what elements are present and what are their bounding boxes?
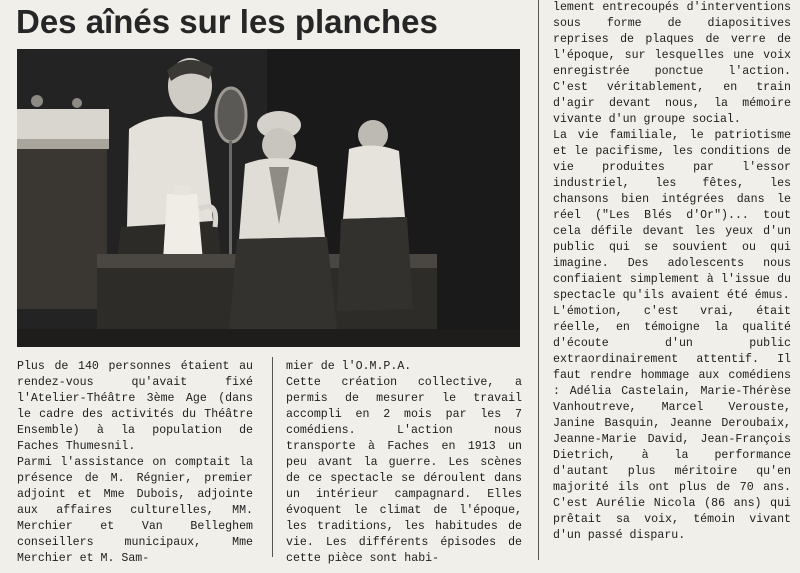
- article-column-1: [17, 359, 253, 567]
- paragraph: L'émotion, c'est vrai, était réelle, en témoigne la qualité d'écoute d'un public extraordinairement attentif. Il faut rendre hommage aux comédiens : Adélia Castelain, Marie-Thérèse Vanhoutreve, Marcel Verouste, Janine Basquin, Jeanne Deroubaix, Jeanne-Marie David, Jean-François Dietrich, à la performance d'autant plus méritoire qu'en majorité ils ont plus de 70 ans. C'est Aurélie Nicola (86 ans) qui prêtait sa voix, témoin vivant d'un passé disparu.: [553, 305, 791, 542]
- article-column-3: [553, 0, 791, 544]
- paragraph: mier de l'O.M.P.A.: [286, 360, 412, 373]
- column-divider: [272, 357, 273, 557]
- paragraph: Parmi l'assistance on comptait la présence de M. Régnier, premier adjoint et Mme Dubois, adjointe aux affaires culturelles, MM. Merchier et Van Belleghem conseillers municipaux, Mme Merchier et M. Sam-: [17, 456, 253, 565]
- column-divider: [538, 0, 539, 560]
- paragraph: Cette création collective, a permis de mesurer le travail accompli en 2 mois par les 7 comédiens. L'action nous transporte à Faches en 1913 un peu avant la guerre. Les scènes de ce spectacle se déroulent dans un intérieur campagnard. Elles évoquent le climat de l'époque, les traditions, les habitudes de vie. Les différents épisodes de cette pièce sont habi-: [286, 376, 522, 565]
- paragraph: La vie familiale, le patriotisme et le pacifisme, les conditions de vie produites par l'essor industriel, les fêtes, les chansons bien intégrées dans le réel ("Les Blés d'Or")... tout cela défile devant les yeux d'un public qui se souvient ou qui imagine. Des adolescents nous confiaient simplement à l'issue du spectacle qu'ils avaient été émus.: [553, 129, 791, 302]
- article-column-2: [286, 359, 522, 567]
- paragraph: lement entrecoupés d'interventions sous forme de diapositives reprises de plaques de verre de l'époque, sur lesquelles une voix enregistrée ponctue l'action. C'est véritablement, en train d'agir devant nous, la mémoire vivante d'un groupe social.: [553, 1, 791, 126]
- stage-photo: [17, 49, 520, 347]
- stage-photo-illustration: [17, 49, 520, 347]
- paragraph: Plus de 140 personnes étaient au rendez-vous qu'avait fixé l'Atelier-Théâtre 3ème Age (dans le cadre des activités du Théâtre Ensemble) à la population de Faches Thumesnil.: [17, 360, 253, 453]
- article-headline: Des aînés sur les planches: [16, 3, 438, 40]
